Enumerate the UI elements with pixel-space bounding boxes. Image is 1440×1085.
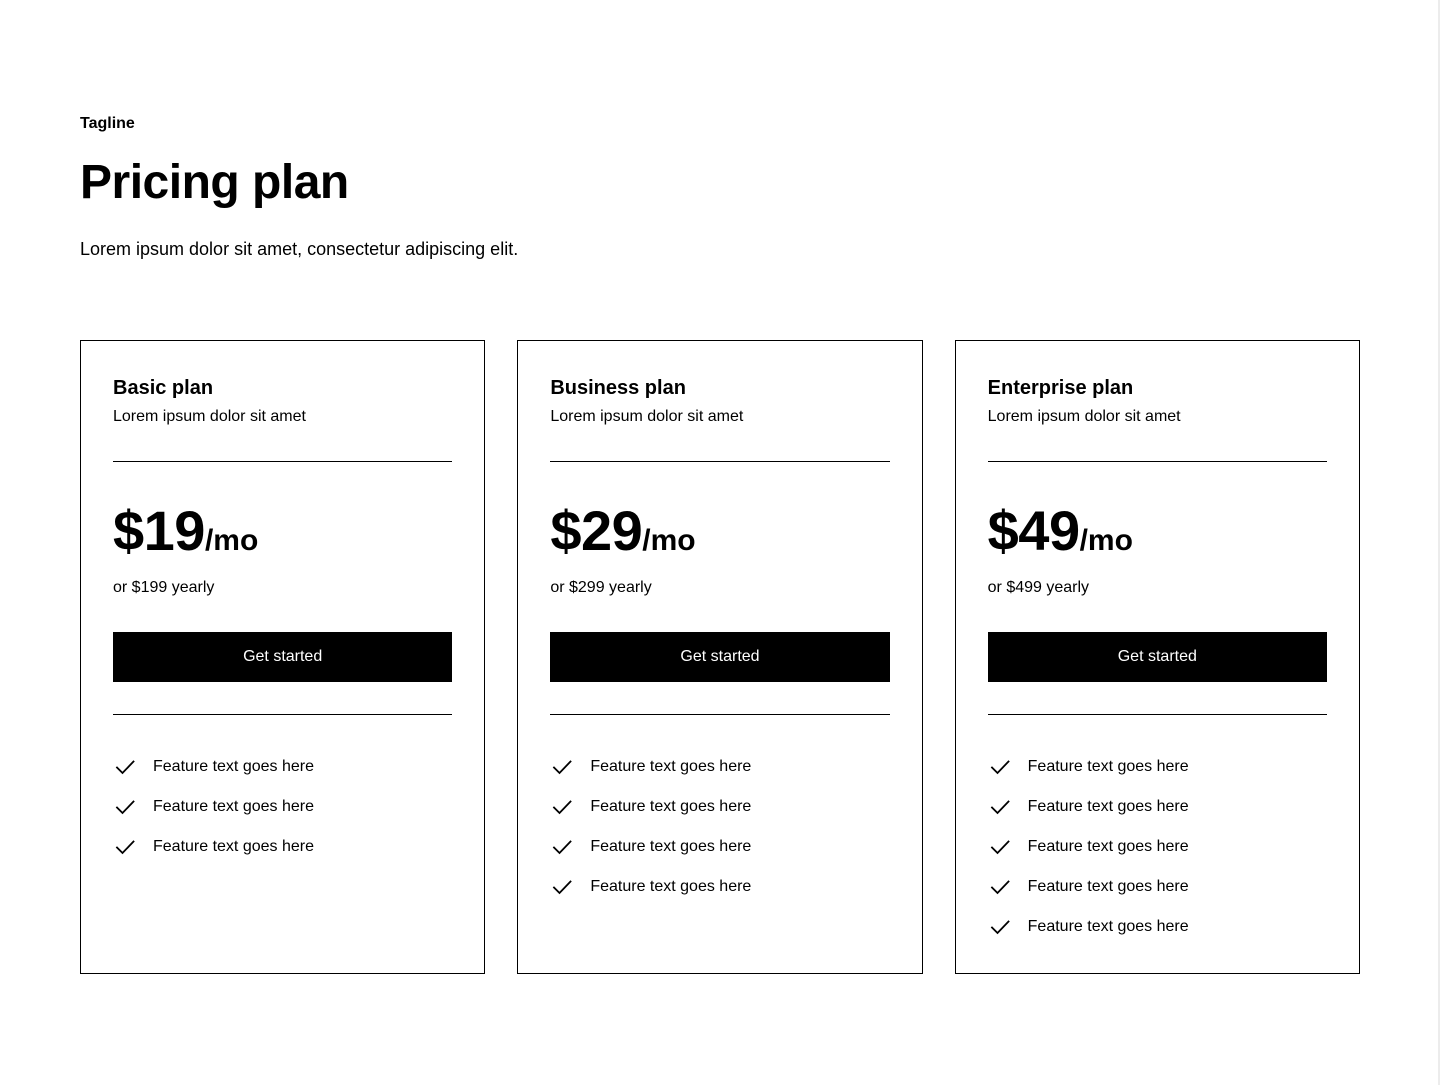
- divider: [113, 461, 452, 462]
- divider: [988, 714, 1327, 715]
- check-icon: [550, 835, 574, 859]
- price-yearly: or $299 yearly: [550, 579, 652, 596]
- price-unit: /mo: [642, 524, 696, 557]
- feature-list: [550, 755, 889, 899]
- list-item: [550, 795, 889, 819]
- list-item: [550, 755, 889, 779]
- check-icon: [550, 795, 574, 819]
- check-icon: [113, 755, 137, 779]
- feature-text: Feature text goes here: [153, 838, 314, 855]
- pricing-card-business: [517, 340, 922, 974]
- plan-name: Business plan: [550, 377, 686, 399]
- feature-text: Feature text goes here: [1027, 838, 1189, 855]
- price-amount: $19: [113, 499, 205, 562]
- get-started-button[interactable]: Get started: [550, 632, 889, 682]
- divider: [113, 714, 452, 715]
- check-icon: [988, 875, 1012, 899]
- check-icon: [550, 755, 574, 779]
- pricing-cards: [80, 340, 1360, 974]
- list-item: [988, 795, 1327, 819]
- list-item: [113, 795, 452, 819]
- list-item: [550, 875, 889, 899]
- get-started-button[interactable]: Get started: [988, 632, 1327, 682]
- plan-description: Lorem ipsum dolor sit amet: [987, 408, 1181, 425]
- check-icon: [988, 795, 1012, 819]
- feature-text: Feature text goes here: [590, 798, 752, 815]
- feature-text: Feature text goes here: [153, 758, 314, 775]
- list-item: [988, 755, 1327, 779]
- page-title: Pricing plan: [80, 156, 349, 209]
- feature-text: Feature text goes here: [590, 758, 752, 775]
- plan-description: Lorem ipsum dolor sit amet: [113, 408, 306, 425]
- plan-name: Basic plan: [113, 377, 214, 399]
- check-icon: [988, 835, 1012, 859]
- list-item: [550, 835, 889, 859]
- check-icon: [988, 755, 1012, 779]
- check-icon: [113, 795, 137, 819]
- feature-text: Feature text goes here: [590, 838, 752, 855]
- price-amount: $49: [987, 499, 1080, 562]
- price-unit: /mo: [204, 524, 259, 557]
- divider: [988, 461, 1327, 462]
- price-yearly: or $199 yearly: [113, 579, 215, 596]
- feature-list: [988, 755, 1327, 939]
- feature-text: Feature text goes here: [1027, 878, 1189, 895]
- list-item: [988, 835, 1327, 859]
- price: [113, 498, 452, 564]
- check-icon: [550, 875, 574, 899]
- price: [988, 498, 1327, 564]
- plan-name: Enterprise plan: [987, 377, 1134, 399]
- list-item: [988, 875, 1327, 899]
- list-item: [988, 915, 1327, 939]
- check-icon: [113, 835, 137, 859]
- pricing-card-basic: [80, 340, 485, 974]
- feature-list: [113, 755, 452, 859]
- get-started-button[interactable]: Get started: [113, 632, 452, 682]
- feature-text: Feature text goes here: [590, 878, 752, 895]
- tagline: Tagline: [80, 115, 135, 132]
- divider: [550, 461, 889, 462]
- feature-text: Feature text goes here: [1027, 758, 1189, 775]
- plan-description: Lorem ipsum dolor sit amet: [550, 408, 744, 425]
- price-yearly: or $499 yearly: [987, 579, 1090, 596]
- pricing-card-enterprise: [955, 340, 1360, 974]
- price: [550, 498, 889, 564]
- price-amount: $29: [550, 499, 643, 562]
- pricing-header: [80, 112, 880, 263]
- list-item: [113, 835, 452, 859]
- feature-text: Feature text goes here: [1027, 918, 1189, 935]
- divider: [550, 714, 889, 715]
- list-item: [113, 755, 452, 779]
- page-subtitle: Lorem ipsum dolor sit amet, consectetur adipiscing elit.: [80, 239, 519, 259]
- price-unit: /mo: [1079, 524, 1133, 557]
- feature-text: Feature text goes here: [1027, 798, 1189, 815]
- feature-text: Feature text goes here: [153, 798, 314, 815]
- check-icon: [988, 915, 1012, 939]
